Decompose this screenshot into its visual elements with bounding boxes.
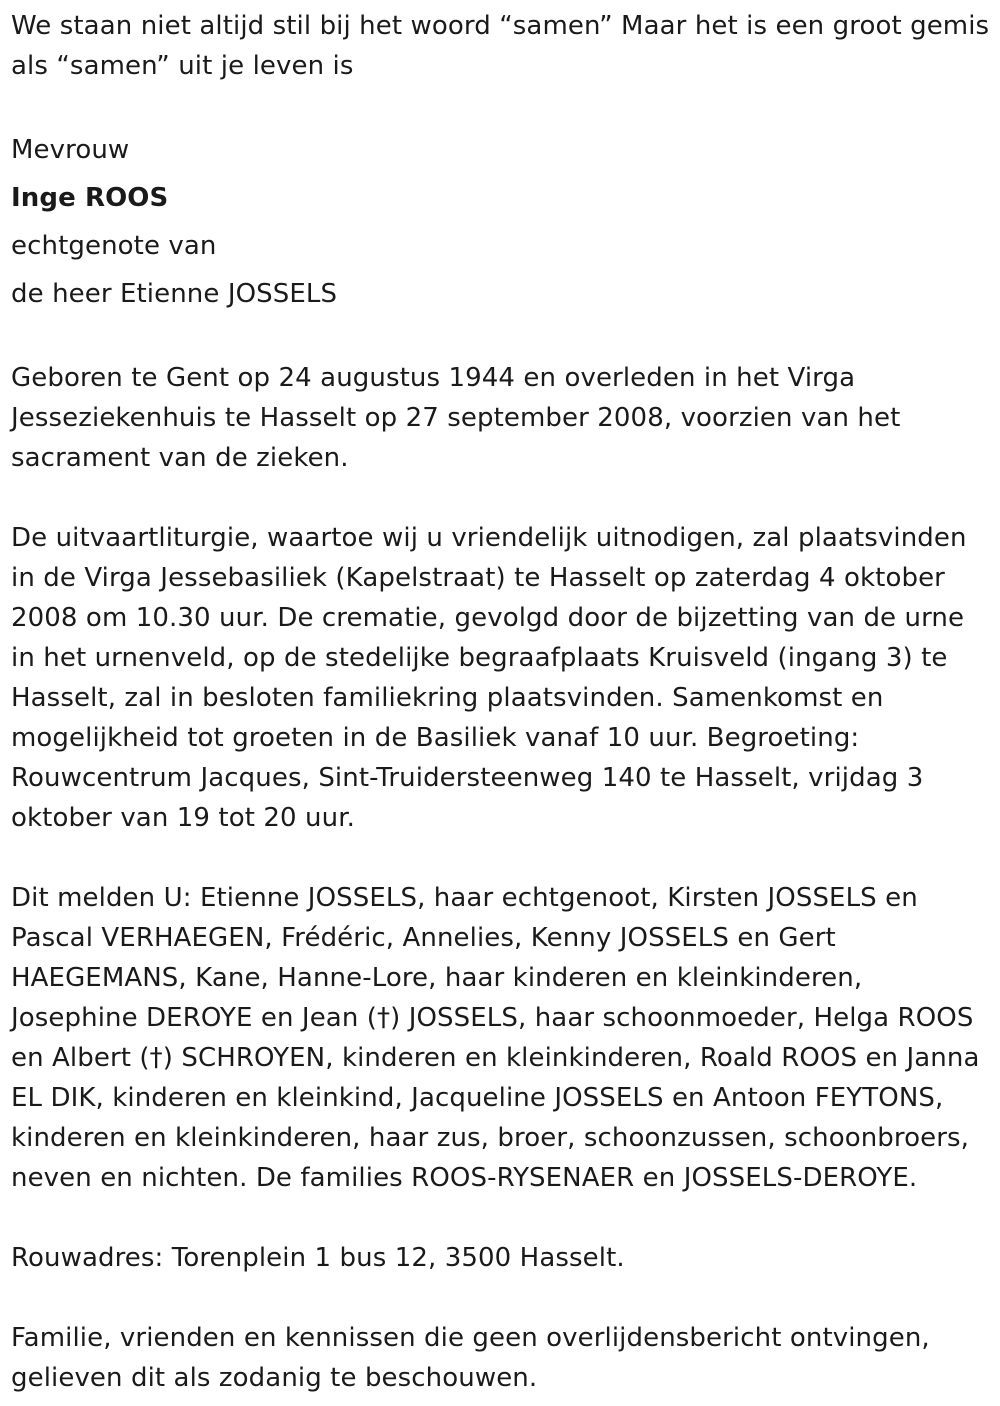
name-block	[11, 126, 993, 318]
funeral-paragraph: De uitvaartliturgie, waartoe wij u vriendelijk uitnodigen, zal plaatsvinden in de Virga Jessebasiliek (Kapelstraat) te Hasselt op zaterdag 4 oktober 2008 om 10.30 uur. De crematie, gevolgd door de bijzetting van de urne in het urnenveld, op de stedelijke begraafplaats Kruisveld (ingang 3) te Hasselt, zal in besloten familiekring plaatsvinden. Samenkomst en mogelijkheid tot groeten in de Basiliek vanaf 10 uur. Begroeting: Rouwcentrum Jacques, Sint-Truidersteenweg 140 te Hasselt, vrijdag 3 oktober van 19 tot 20 uur.	[11, 523, 967, 833]
intro-quote: We staan niet altijd stil bij het woord “samen” Maar het is een groot gemis als “samen” uit je leven is	[11, 11, 990, 81]
spouse-name: de heer Etienne JOSSELS	[11, 279, 338, 309]
closing-paragraph: Familie, vrienden en kennissen die geen overlijdensbericht ontvingen, gelieven dit als zodanig te beschouwen.	[11, 1323, 930, 1393]
deceased-name: Inge ROOS	[11, 183, 169, 213]
address-paragraph: Rouwadres: Torenplein 1 bus 12, 3500 Hasselt.	[11, 1243, 625, 1273]
title-text: Mevrouw	[11, 135, 130, 165]
birth-death-paragraph: Geboren te Gent op 24 augustus 1944 en overleden in het Virga Jesseziekenhuis te Hasselt op 27 september 2008, voorzien van het sacrament van de zieken.	[11, 363, 901, 473]
obituary-notice	[11, 6, 993, 1398]
relation-text: echtgenote van	[11, 231, 217, 261]
family-paragraph: Dit melden U: Etienne JOSSELS, haar echtgenoot, Kirsten JOSSELS en Pascal VERHAEGEN, Frédéric, Annelies, Kenny JOSSELS en Gert HAEGEMANS, Kane, Hanne-Lore, haar kinderen en kleinkinderen, Josephine DEROYE en Jean (†) JOSSELS, haar schoonmoeder, Helga ROOS en Albert (†) SCHROYEN, kinderen en kleinkinderen, Roald ROOS en Janna EL DIK, kinderen en kleinkind, Jacqueline JOSSELS en Antoon FEYTONS, kinderen en kleinkinderen, haar zus, broer, schoonzussen, schoonbroers, neven en nichten. De families ROOS-RYSENAER en JOSSELS-DEROYE.	[11, 883, 980, 1193]
